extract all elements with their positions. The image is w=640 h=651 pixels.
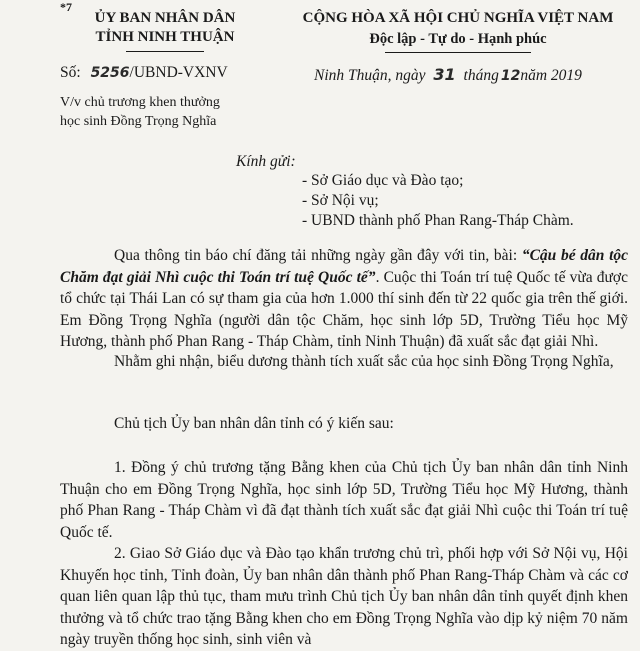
recipient-item: - UBND thành phố Phan Rang-Tháp Chàm.: [302, 212, 574, 229]
national-title: CỘNG HÒA XÃ HỘI CHỦ NGHĨA VIỆT NAM: [302, 10, 614, 26]
body-paragraph-2: [60, 351, 628, 373]
subject-line-2: học sinh Đồng Trọng Nghĩa: [60, 114, 217, 129]
p2-text: Nhằm ghi nhận, biểu dương thành tích xuất sắc của học sinh Đồng Trọng Nghĩa,: [114, 353, 614, 370]
province-name: TỈNH NINH THUẬN: [95, 29, 235, 45]
body-paragraph-3: [60, 413, 628, 435]
agency-name: ỦY BAN NHÂN DÂN: [94, 10, 236, 26]
body-paragraph-5: [60, 543, 628, 651]
date-month-handwritten: 12: [500, 68, 521, 84]
p1-article-title: “Cậu bé dân tộc Chăm đạt giải Nhì cuộc thi Toán trí tuệ Quốc tế”: [60, 247, 628, 286]
greeting: Kính gửi:: [236, 153, 296, 170]
date-prefix: Ninh Thuận, ngày: [314, 67, 426, 84]
document-number-suffix: /UBND-VXNV: [129, 64, 228, 81]
document-number-handwritten: 5256: [90, 65, 130, 81]
recipient-item: - Sở Nội vụ;: [302, 192, 379, 209]
date-month-label: tháng: [463, 67, 499, 84]
issue-date: [314, 65, 582, 85]
date-year: năm 2019: [520, 67, 582, 84]
left-header-underline: [126, 51, 204, 52]
recipient-item: - Sở Giáo dục và Đào tạo;: [302, 172, 464, 189]
document-number: [60, 64, 228, 82]
subject-line-1: V/v chủ trương khen thưởng: [60, 95, 220, 110]
p1-rest: . Cuộc thi Toán trí tuệ Quốc tế vừa được tổ chức tại Thái Lan có sự tham gia của hơn 1.000 thí sinh đến từ 22 quốc gia trên thế giới. Em Đồng Trọng Nghĩa (người dân tộc Chăm, học sinh lớp 5D, Trường Tiểu học Mỹ Hương, thành phố Phan Rang - Tháp Chàm, tỉnh Ninh Thuận) đã xuất sắc đạt giải Nhì.: [60, 268, 628, 350]
p5-text: 2. Giao Sở Giáo dục và Đào tạo khẩn trương chủ trì, phối hợp với Sở Nội vụ, Hội Khuyến học tỉnh, Tỉnh đoàn, Ủy ban nhân dân thành phố Phan Rang-Tháp Chàm và các cơ quan liên quan lập thủ tục, tham mưu trình Chủ tịch Ủy ban nhân dân tỉnh quyết định khen thưởng và tổ chức trao tặng Bằng khen cho em Đồng Trọng Nghĩa vào dịp kỷ niệm 70 năm ngày truyền thống học sinh, sinh viên và: [60, 545, 628, 648]
p1-intro: Qua thông tin báo chí đăng tải những ngày gần đây với tin, bài:: [114, 247, 522, 264]
p3-text: Chủ tịch Ủy ban nhân dân tỉnh có ý kiến sau:: [114, 415, 394, 432]
body-paragraph-1: [60, 245, 628, 353]
corner-mark: *7: [60, 0, 72, 14]
date-day-handwritten: 31: [433, 65, 456, 84]
body-paragraph-4: [60, 457, 628, 543]
national-motto: Độc lập - Tự do - Hạnh phúc: [369, 31, 547, 47]
right-header-underline: [385, 52, 531, 53]
document-number-prefix: Số:: [60, 64, 81, 81]
p4-text: 1. Đồng ý chủ trương tặng Bằng khen của Chủ tịch Ủy ban nhân dân tỉnh Ninh Thuận cho em Đồng Trọng Nghĩa, học sinh lớp 5D, Trường Tiểu học Mỹ Hương, thành phố Phan Rang - Tháp Chàm vì đã đạt thành tích xuất sắc đạt giải Nhì cuộc thi Toán trí tuệ Quốc tế.: [60, 459, 628, 541]
